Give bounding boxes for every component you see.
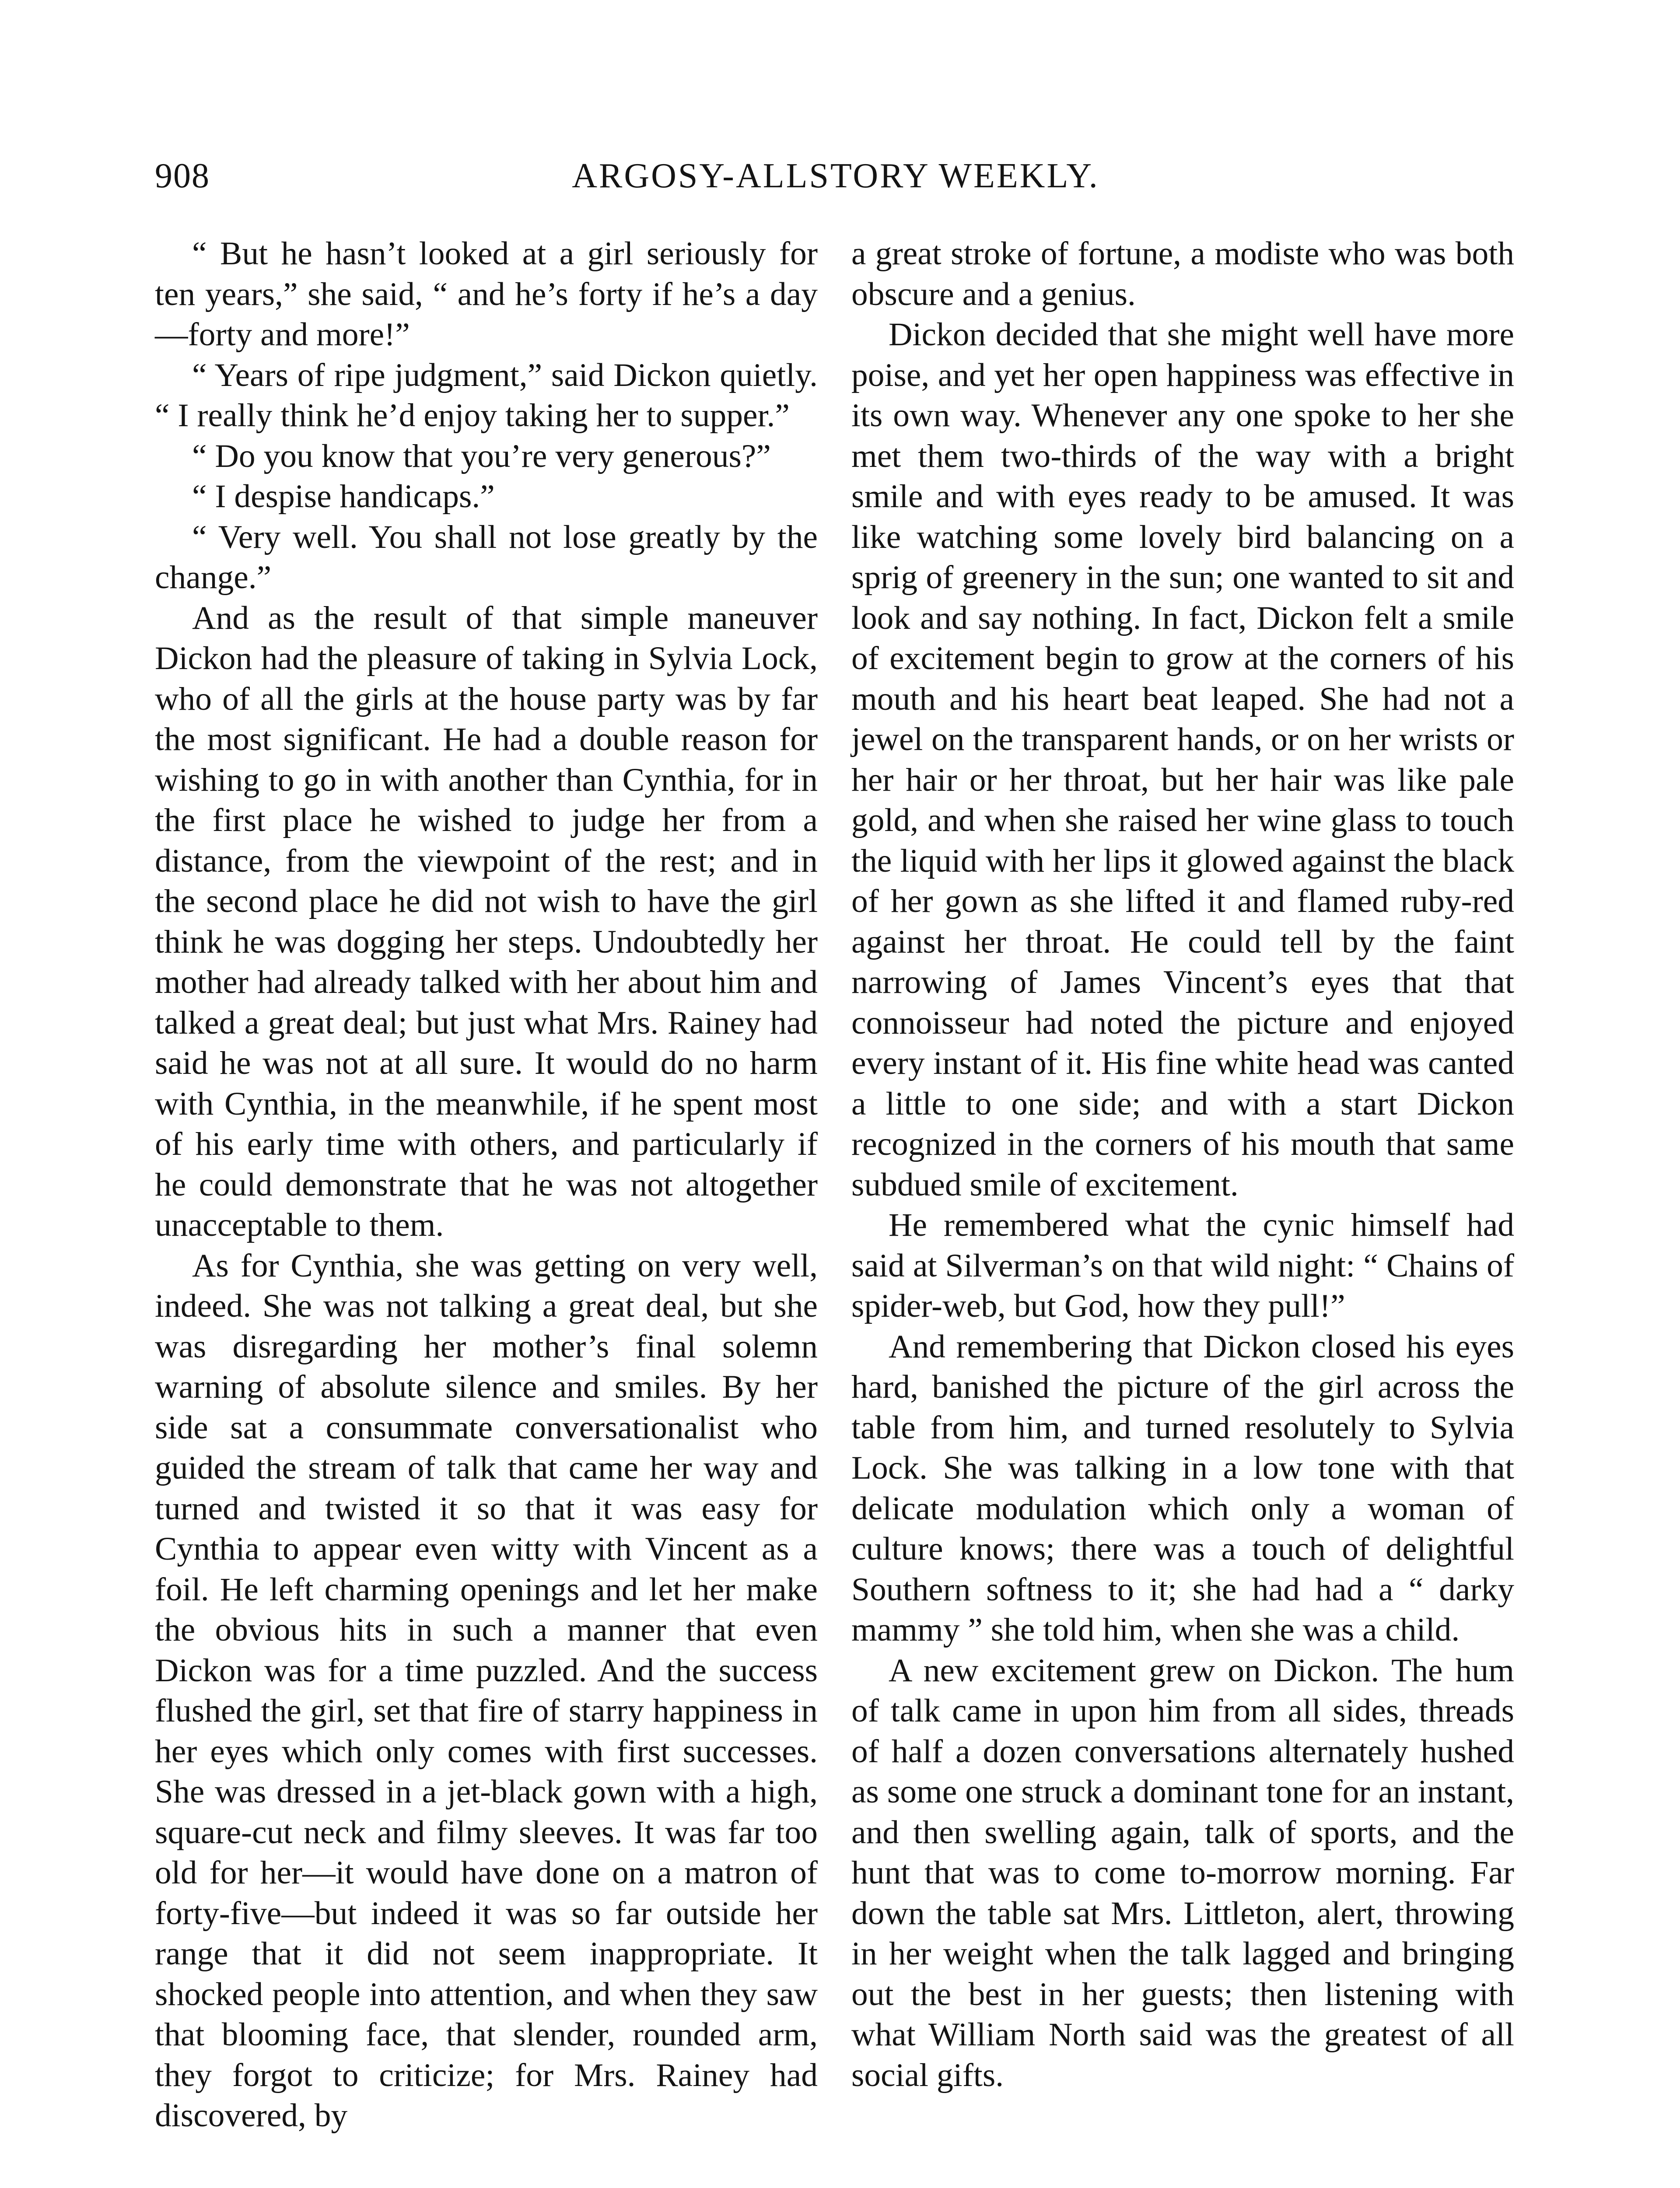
- right-column: [851, 234, 1514, 2096]
- page-header: [155, 150, 1516, 202]
- paragraph: As for Cynthia, she was getting on very well, indeed. She was not talking a great deal, but she was disregarding her mother’s final solemn warning of absolute silence and smiles. By her side sat a consummate conversationalist who guided the stream of talk that came her way and turned and twisted it so that it was easy for Cynthia to appear even witty with Vincent as a foil. He left charming openings and let her make the obvious hits in such a manner that even Dickon was for a time puzzled. And the success flushed the girl, set that fire of starry happiness in her eyes which only comes with first successes. She was dressed in a jet-black gown with a high, square-cut neck and filmy sleeves. It was far too old for her—it would have done on a matron of forty-five—but indeed it was so far outside her range that it did not seem inappropriate. It shocked people into attention, and when they saw that blooming face, that slender, rounded arm, they forgot to criticize; for Mrs. Rainey had discovered, by: [155, 1247, 818, 2134]
- paragraph: “ But he hasn’t looked at a girl seriously for ten years,” she said, “ and he’s forty if he’s a day—forty and more!”: [155, 235, 818, 353]
- paragraph: “ I despise handicaps.”: [192, 478, 495, 515]
- paragraph: And remembering that Dickon closed his eyes hard, banished the picture of the girl across the table from him, and turned resolutely to Sylvia Lock. She was talking in a low tone with that delicate modulation which only a woman of culture knows; there was a touch of delightful Southern softness to it; she had had a “ darky mammy ” she told him, when she was a child.: [851, 1328, 1514, 1648]
- paragraph: He remembered what the cynic himself had said at Silverman’s on that wild night: “ Chains of spider-web, but God, how they pull!”: [851, 1207, 1514, 1324]
- paragraph: Dickon decided that she might well have more poise, and yet her open happiness was effective in its own way. Whenever any one spoke to her she met them two-thirds of the way with a bright smile and with eyes ready to be amused. It was like watching some lovely bird balancing on a sprig of greenery in the sun; one wanted to sit and look and say nothing. In fact, Dickon felt a smile of excitement begin to grow at the corners of his mouth and his heart beat leaped. She had not a jewel on the transparent hands, or on her wrists or her hair or her throat, but her hair was like pale gold, and when she raised her wine glass to touch the liquid with her lips it glowed against the black of her gown as she lifted it and flamed ruby-red against her throat. He could tell by the faint narrowing of James Vincent’s eyes that that connoisseur had noted the picture and enjoyed every instant of it. His fine white head was canted a little to one side; and with a start Dickon recognized in the corners of his mouth that same subdued smile of excitement.: [851, 316, 1514, 1203]
- paragraph: “ Very well. You shall not lose greatly by the change.”: [155, 519, 818, 596]
- paragraph: “ Do you know that you’re very generous?”: [192, 438, 771, 474]
- paragraph: “ Years of ripe judgment,” said Dickon quietly. “ I really think he’d enjoy taking her to supper.”: [155, 357, 818, 434]
- left-column: [155, 234, 818, 2136]
- paragraph: A new excitement grew on Dickon. The hum of talk came in upon him from all sides, threads of half a dozen conversations alternately hushed as some one struck a dominant tone for an instant, and then swelling again, talk of sports, and the hunt that was to come to-morrow morning. Far down the table sat Mrs. Littleton, alert, throwing in her weight when the talk lagged and bringing out the best in her guests; then listening with what William North said was the greatest of all social gifts.: [851, 1652, 1514, 2093]
- running-title: ARGOSY-ALLSTORY WEEKLY.: [572, 157, 1099, 195]
- paragraph: And as the result of that simple maneuver Dickon had the pleasure of taking in Sylvia Lock, who of all the girls at the house party was by far the most significant. He had a double reason for wishing to go in with another than Cynthia, for in the first place he wished to judge her from a distance, from the viewpoint of the rest; and in the second place he did not wish to have the girl think he was dogging her steps. Undoubtedly her mother had already talked with her about him and talked a great deal; but just what Mrs. Rainey had said he was not at all sure. It would do no harm with Cynthia, in the meanwhile, if he spent most of his early time with others, and particularly if he could demonstrate that he was not altogether unacceptable to them.: [155, 600, 818, 1243]
- page-number: 908: [155, 157, 210, 195]
- paragraph-continued: a great stroke of fortune, a modiste who was both obscure and a genius.: [851, 235, 1514, 312]
